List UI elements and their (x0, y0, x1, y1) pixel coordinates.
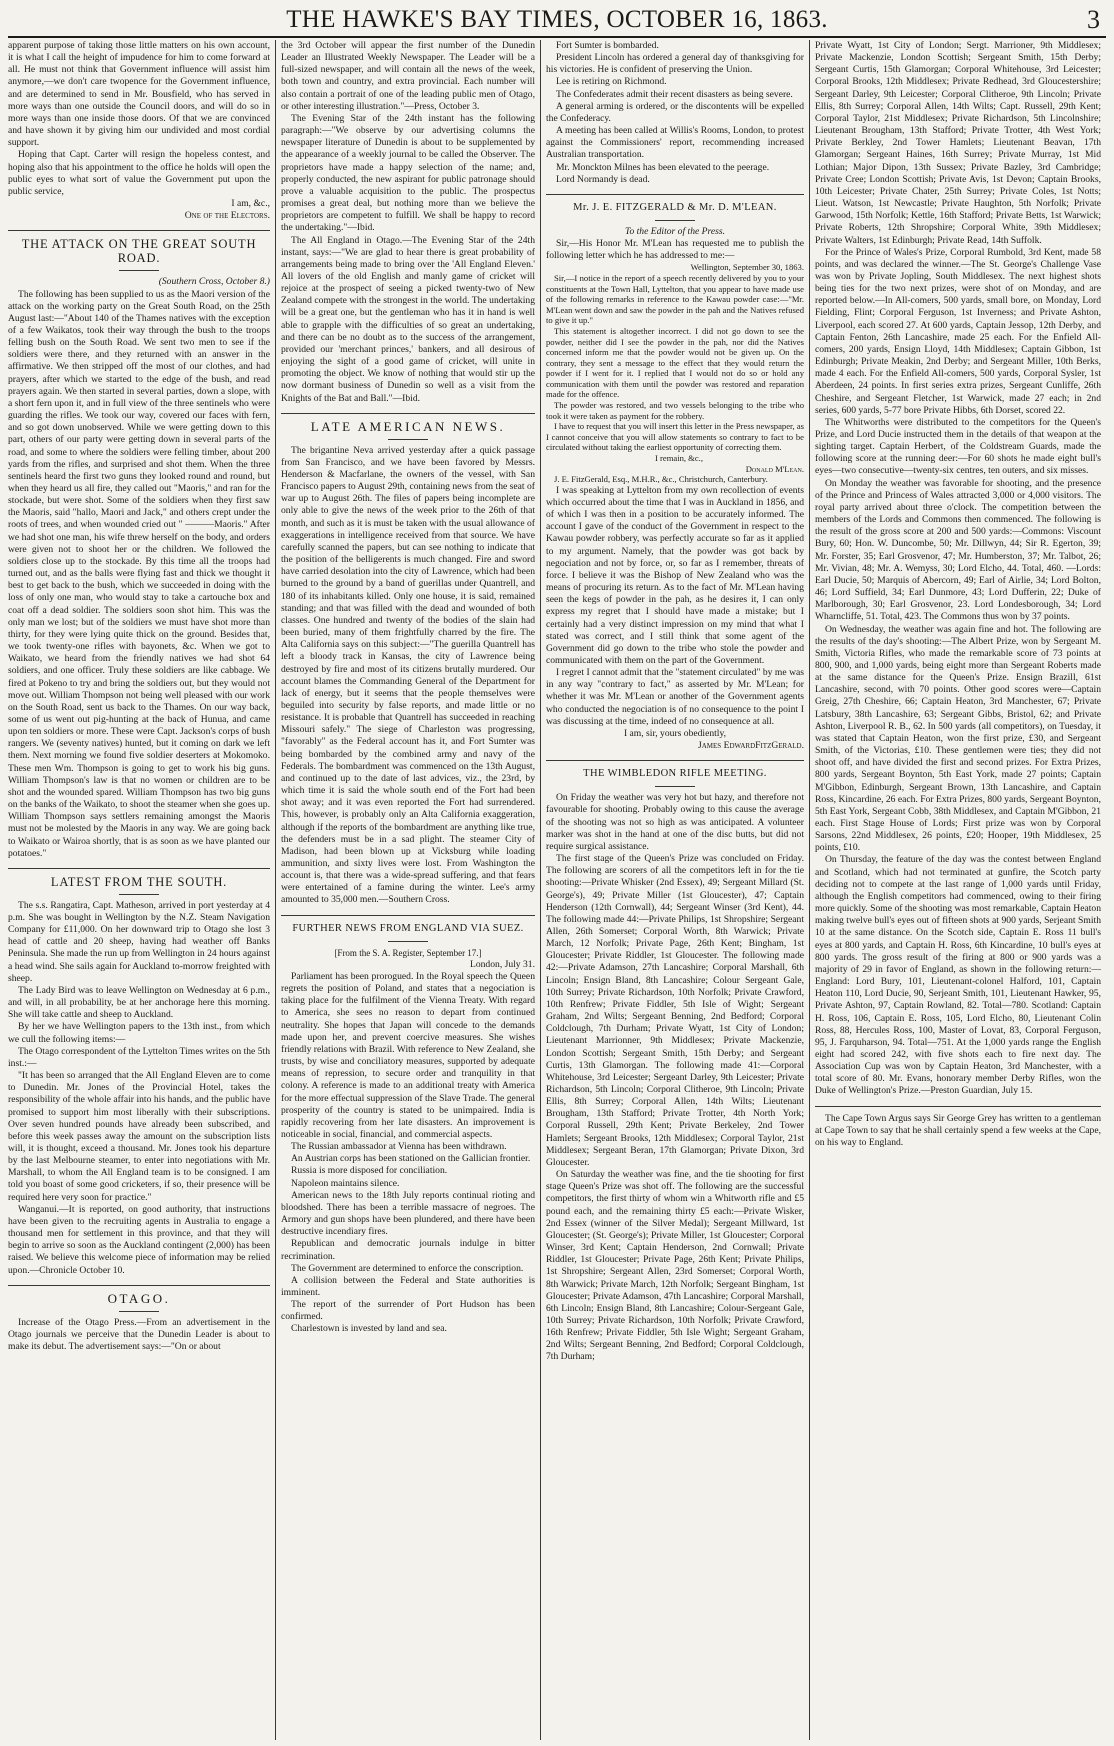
paragraph: Charlestown is invested by land and sea. (291, 1323, 447, 1335)
headline-late-american-news: LATE AMERICAN NEWS. (281, 413, 535, 440)
article-source: [From the S. A. Register, September 17.] (334, 947, 482, 958)
paragraph: The Otago correspondent of the Lyttelton Times writes on the 5th inst.:— (8, 1045, 270, 1069)
column-2 (275, 40, 540, 1740)
letter-address-line: To the Editor of the Press. (624, 225, 726, 237)
paragraph: Sir,—I notice in the report of a speech recently delivered by you to your constituents at the Town Hall, Lyttelton, that you appear to have made use of the following remarks in reference to the Kawau powder case:—"Mr. M'Lean went down and saw the powder in the pah and the Natives refused to give it up." (546, 272, 804, 326)
fitzgerald-reply (546, 485, 804, 752)
paragraph: apparent purpose of taking those little matters on his own account, it is what I call the height of impudence for him to come forward at all. He must not think that Government influence will assist him anymore,—we don't care twopence for the Government influence, and are determined to send in Mr. Bousfield, who has served in more ways than one outside the Council doors, and will do so in more ways than one inside those doors. Of that we are convinced and have shown it by giving him our undivided and most cordial support. (8, 40, 270, 149)
letter-signoff: I am, &c., (231, 198, 270, 210)
paragraph: The report of the surrender of Port Hudson has been confirmed. (281, 1299, 535, 1323)
paragraph: This statement is altogether incorrect. I did not go down to see the powder, neither did I see the powder in the pah, nor did the Natives concerned inform me that the powder would not be given up. On the contrary, they sent a message to the effect that they would return the powder if I went for it. I replied that I would not do so or hold any communication with them until the powder was restored and reparation made for the offence. (546, 325, 804, 400)
article-fitzgerald (546, 226, 804, 262)
paragraph: the 3rd October will appear the first number of the Dunedin Leader an Illustrated Weekly Newspaper. The Leader will be a full-sized newspaper, and will contain all the news of the week, both town and country, and extra provincial. Each number will also contain a portrait of one of the leading public men of Otago, or other interesting illustration."—Press, October 3. (281, 40, 535, 112)
paragraph: Lee is retiring on Richmond. (556, 76, 667, 88)
paragraph: President Lincoln has ordered a general day of thanksgiving for his victories. He is confident of preserving the Union. (546, 52, 804, 76)
page-number: 3 (1087, 5, 1100, 34)
paragraph: Lord Normandy is dead. (556, 173, 650, 185)
paragraph: Mr. Monckton Milnes has been elevated to the peerage. (556, 161, 770, 173)
paragraph: The Government are determined to enforce the conscription. (291, 1262, 524, 1274)
paragraph: An Austrian corps has been stationed on the Gallician frontier. (291, 1153, 531, 1165)
letter-signature: James EdwardFitzGerald. (698, 740, 804, 752)
letter-continuation (8, 40, 270, 222)
paragraph: On Wednesday, the weather was again fine and hot. The following are the results of the day's shooting:—The Albert Prize, won by Sergeant M. Smith, Victoria Rifles, who made the remarkable score of 73 points at 800, 900, and 1,000 yards, being eight more than Sergeant Roberts made at the same distance for the Queen's Prize. Ensign Brazill, 61st Lancashire, second, with 70 points. Other good scores were—Captain Greig, 27th Cheshire, 66; Captain Heaton, 3rd Manchester, 67; Private Latsbury, 38th Lancashire, 63; Sergeant Gibbs, Bristol, 62; and Private Ashton, Liverpool R. B., 62. In 500 yards (all competitors), on Tuesday, it was stated that Captain Heaton, won the first prize, £30, and Sergeant Smith, of the Victorias, £10. These gentlemen were ties; they did not shoot off, and have divided the first and second prizes. For Extra Prizes, 800 yards, Sergeant Boynton, 5th East York, made 27 points; Captain M'Gibbon, Edinburgh, Sergeant Brown, 13th Lancashire, and Captain Ross, Kincardine, 26 each. For Extra Prizes, 800 yards, Sergeant Boynton, 5th East York, Sergeant Cobb, 38th Middlesex, and Captain M'Gibbon, 21 each. First Stage House of Lords; First prize was won by Corporal Sarsons, 22nd Middlesex, 26 points, £20; Hooper, 19th Middlesex, 25 points, £10. (815, 623, 1101, 854)
article-wimbledon-continued (815, 40, 1101, 1098)
paragraph: The Confederates admit their recent disasters as being severe. (556, 88, 793, 100)
masthead-rule (8, 36, 1106, 38)
paragraph: A meeting has been called at Willis's Rooms, London, to protest against the Commissioners' report, recommending increased Australian transportation. (546, 125, 804, 161)
paragraph: By her we have Wellington papers to the 13th inst., from which we cull the following items:— (8, 1021, 270, 1045)
paragraph: On Thursday, the feature of the day was the contest between England and Scotland, which had not terminated at gunfire, the Scotch party deciding not to compete at the last range of 1,000 yards until Friday, although the English competitors had commenced, owing to their firing more quickly. Some of the shooting was most remarkable, Captain Heaton making twelve bull's eyes out of fifteen shots at 900 yards, Serjeant Smith 10 at the same distance. On the Scotch side, Captain E. Ross 11 bull's eyes at 800 yards, and Captain H. Ross, 6th Kincardine, 10 bull's eyes at 800 yards. The gross result of the firing at 800 or 900 yards was a majority of 29 in favor of England, as shown in the following return:—England: Lord Bury, 101, Lieutenant-colonel Halford, 101, Captain Heaton 110, Lord Ducie, 90, Serjeant Smith, 101, Lieutenant Hawker, 95, Private Ashton, 97, Captain Rowland, 82. Total—780. Scotland: Captain H. Ross, 106, Captain E. Ross, 105, Lord Elcho, 80, Lieutenant Colin Ross, 88, Hercules Ross, 100, Master of Lovat, 83, Corporal Ferguson, 95, J. Farquharson, 94. Total—751. At the 1,000 yards range the English eight had scored 242, with five shots each to fire next day. The Association Cup was won by Captain Heaton, 3rd Manchester, with a total score of 80. Mr. Evans, honorary member Derby Rifles, won the Duke of Wellington's Prize.—Preston Guardian, July 15. (815, 854, 1101, 1097)
article-latest-south (8, 900, 270, 1277)
paragraph: The All England in Otago.—The Evening Star of the 24th instant, says:—"We are glad to hear there is great probability of arrangements being made to bring over the 'All England Eleven.' All lovers of the old English and manly game of cricket will rejoice at the prospect of seeing a picked twenty-two of New Zealand compete with the strongest in the world. The undertaking will be a great one, but the gentleman who has it in hand is well able to grapple with the difficulties of so great an undertaking, and there can be no doubt as to the success of the arrangement, provided our 'merchant princes,' bankers, and all desirous of enjoying the sight of a good game of cricket, will unite in promoting the object. We know of nothing that would stir up the now dormant business of Dunedin so well as a visit from the Knights of the Bat and Ball."—Ibid. (281, 234, 535, 404)
article-american-news (281, 445, 535, 907)
article-otago (8, 1317, 270, 1353)
paragraph: On Saturday the weather was fine, and the tie shooting for first stage Queen's Prize was shot off. The following are the successful competitors, the first thirty of whom win a Whitworth rifle and £5 pound each, and the remaining thirty £5 each:—Private Wisker, 2nd Essex (winner of the Silver Medal); Sergeant Millward, 1st Gloucester; (St. George's); Private Miller, 1st Gloucester; Corporal Winser, 3rd Kent; Captain Henderson, 2nd Cornwall; Private Riddler, 1st Gloucester; Private Page, 26th Kent; Private Philips, 1st Shropshire; Sergeant Allen, 23rd Somerset; Corporal Worth, 8th Warwick; Private March, 12th Norfolk; Sergeant Bingham, 1st Gloucester; Private Adamson, 47th Lancashire; Corporal Marshall, 6th Lincoln; Ensign Bland, 8th Lancashire; Colour-Sergeant Gale, 10th Surrey; Private Richardson, 10th Norfolk; Private Crawford, 16th Renfrew; Private Fiddler, 5th Isle Wight; Sergeant Graham, 2nd Wilts; Sergeant Benning, 2nd Bedford; Corporal Coldclough, 7th Durham; (546, 1169, 804, 1363)
paragraph: The Lady Bird was to leave Wellington on Wednesday at 6 p.m., and will, in all probability, be at her anchorage here this morning. She will take cattle and sheep to Auckland. (8, 984, 270, 1021)
article-attack (8, 276, 270, 860)
headline-fitzgerald-mclean: Mr. J. E. FITZGERALD & Mr. D. M'LEAN. (546, 194, 804, 221)
newspaper-title: THE HAWKE'S BAY TIMES, OCTOBER 16, 1863. (286, 6, 828, 33)
headline-latest-from-south: LATEST FROM THE SOUTH. (8, 868, 270, 895)
paragraph: The powder was restored, and two vessels belonging to the tribe who took it were taken as payment for the robbery. (546, 400, 804, 421)
paragraph: Napoleon maintains silence. (291, 1177, 400, 1189)
paragraph: The Whitworths were distributed to the competitors for the Queen's Prize, and Lord Ducie instructed them in the details of that weapon at the sighting target. Captain Herbert, of the Coldstream Guards, made the following score at the running deer:—For 60 shots he made eight bull's eyes—two consecutive—twenty-six centres, ten outers, and six misses. (815, 416, 1101, 477)
headline-news-via-suez: FURTHER NEWS FROM ENGLAND VIA SUEZ. (281, 915, 535, 942)
article-wimbledon (546, 792, 804, 1363)
article-source: (Southern Cross, October 8.) (158, 276, 270, 288)
paragraph: Fort Sumter is bombarded. (556, 40, 659, 51)
article-cape-town (815, 1106, 1101, 1149)
paragraph: Wanganui.—It is reported, on good authority, that instructions have been given to the recruiting agents in Australia to engage a thousand men for settlement in this province, and that they will begin to arrive so soon as the Auckland contingent (2,000) has been raised. We believe this welcome piece of information may be relied upon.—Chronicle October 10. (8, 1203, 270, 1276)
paragraph: On Monday the weather was favorable for shooting, and the presence of the Prince and Princess of Wales attracted 3,000 or 4,000 visitors. The royal party arrived about three o'clock. The competition between the members of the Lords and Commons then commenced. The following is the result of the gross score at 200 and 500 yards:—Commons: Viscount Bury, 60; Hon. W. Duncombe, 50; Mr. Dillwyn, 44; Sir R. Egerton, 39; Mr. Forster, 35; Earl Grosvenor, 47; Mr. Humberston, 37; Mr. Talbot, 26; Mr. Vivian, 48; Mr. A. Wemyss, 30; Lord Elcho, 44. Total, 460. —Lords: Earl Ducie, 50; Marquis of Abercorn, 49; Earl of Airlie, 34; Lord Bolton, 46; Lord Suffield, 34; Earl Dunmore, 43; Lord Dufferin, 22; Duke of Marlborough, 30; Earl Grosvenor, 23. Lord Londesborough, 34; Lord Wharncliffe, 51. Total, 423. The Commons thus won by 37 points. (815, 477, 1101, 623)
paragraph: Sir,—His Honor Mr. M'Lean has requested me to publish the following letter which he has addressed to me:— (546, 238, 804, 262)
letter-signature: One of the Electors. (184, 210, 270, 222)
letter-signoff: I am, sir, yours obediently, (623, 727, 727, 739)
paragraph: American news to the 18th July reports continual rioting and bloodshed. There has been a terrible massacre of negroes. The Armory and gun shops have been plundered, and there have been destructive incendiary fires. (281, 1189, 535, 1238)
paragraph: Private Wyatt, 1st City of London; Sergt. Marrioner, 9th Middlesex; Private Mackenzie, London Scottish; Sergeant Smith, 15th Derby; Sergeant Curtis, 15th Glamorgan; Corporal Whitehouse, 3rd Leicester; Corporal Brooks, 12th Middlesex; Private Redhead, 3rd Gloucestershire; Sergeant Darley, 9th Leicester; Corporal Clitheroe, 9th Lincoln; Private Ellis, 8th Surrey; Corporal Allen, 14th Wilts; Capt. Russell, 29th Kent; Corporal Taylor, 21st Middlesex; Private Richardson, 5th Lincolnshire; Lieutenant Brougham, 13th Stafford; Private Trotter, 4th West York; Private Berkley, 2nd Tower Hamlets; Lieutenant Beavan, 17th Glamorgan; Sergeant Haines, 16th Surrey; Private Murray, 1st Mid Lothian; Major Dipon, 13th Sussex; Private Bazley, 3rd Cambridge; Private Cree; London Scottish; Private Avis, 1st Devon; Captain Brooks, 10th Leicester; Private Chater, 25th Surrey; Private Coles, 1st Notts; Lieut. Watson, 1st Newcastle; Private Haughton, 5th Norfolk; Private Garwood, 15th Norfolk; Kettle, 16th Stafford; Private Betts, 1st Warwick; Private Roberts, 12th Shropshire; Corporal White, 39th Middlesex; Private Walters, 1st Edinburgh; Private Read, 14th Suffolk. (815, 40, 1101, 246)
paragraph: For the Prince of Wales's Prize, Corporal Rumbold, 3rd Kent, made 58 points, and was declared the winner.—The St. George's Challenge Vase was won by Private Jopling, South Middlesex. The next highest shots being ties for the two next prizes, were shot of on Monday, and are reported below.—In All-comers, 500 yards, small bore, on Monday, Lord Fielding, Flint; Corporal Ferguson, 1st Inverness; and Private Ashton, Liverpool, each scored 27. At 600 yards, Captain Jessop, 12th Derby, and Captain Fenton, 26th Lancashire, made 25 each. For the Enfield All-comers, 200 yards, Ensign Lloyd, 14th Middlesex; Captain Gibbon, 1st Edinburgh; Private Meakin, 2nd Derby; and Sergeant Miller, 10th Berks, made 4 each. For the Enfield All-comers, 500 yards, Corporal Sysler, 1st Aberdeen, 24 points. In first series extra prizes, Sergeant Cunliffe, 26th Cheshire, and Sergeant Fletcher, 1st Warwick, made 27 each; in 2nd series, 600 yards, 5-77 bore Private Hibbs, 6th Dorset, scored 22. (815, 246, 1101, 416)
paragraph: The Russian ambassador at Vienna has been withdrawn. (291, 1141, 507, 1153)
paragraph: I was speaking at Lyttelton from my own recollection of events which occurred about the time that I was in Auckland in 1856, and of which I was then in a position to be accurately informed. The account I gave of the conduct of the Government in respect to the Kawau powder robbery, was perfectly accurate so far as it applied to my argument. Namely, that the powder was got back by negociation and not by force, or, so far as I remember, threats of force. I believe it was the Bishop of New Zealand who was the means of procuring its return. As to the fact of Mr. M'Lean having seen the kegs of powder in the pah, as he desires it, I can only express my regret that I should have made a mistake; but I certainly had a very distinct impression on my mind that what I stated was correct, and I still think that some agent of the Government did go down to the tribe who stole the powder and communicated with them on the part of the Government. (546, 484, 804, 666)
paragraph: I have to request that you will insert this letter in the Press newspaper, as I cannot conceive that you will allow statements so contrary to fact to be circulated without taking the earliest opportunity of correcting them. (546, 421, 805, 453)
dateline: London, July 31. (469, 958, 535, 970)
article-otago-continued (281, 40, 535, 405)
mclean-letter (546, 262, 804, 484)
article-suez-continued (546, 40, 804, 186)
paragraph: Hoping that Capt. Carter will resign the hopeless contest, and hoping also that his appointment to the office he holds will open the public eyes to what sort of value the Government put upon the public service, (8, 149, 270, 197)
headline-attack-great-south-road: THE ATTACK ON THE GREAT SOUTH ROAD. (8, 230, 270, 271)
paragraph: A general arming is ordered, or the discontents will be expelled the Confederacy. (546, 100, 804, 124)
paragraph: A collision between the Federal and State authorities is imminent. (281, 1274, 535, 1298)
paragraph: The brigantine Neva arrived yesterday after a quick passage from San Francisco, and we have been favored by Messrs. Henderson & Macfarlane, the owners of the vessel, with San Francisco papers to August 29th, containing news from the seat of war up to August 26th. The files of papers being incomplete are only able to give the news of the week prior to the 26th of that month, and such as it is must be taken with the usual allowance of exaggerations in intelligence received from that source. We have carefully scanned the papers, but can see nothing to indicate that the position of the belligerents is much changed. Fire and sword have carried desolation into the city of Lawrence, which had been burned to the ground by a band of guerillas under Quantrell, and 180 of its inhabitants killed. Only one house, it is said, remained standing; and that was filled with the dead and wounded of both classes. One hundred and twenty of the bodies of the slain had been buried, many of them frightfully charred by the fire. The Alta California says on this subject:—"The guerilla Quantrell has left a bloody track in Kansas, the city of Lawrence being destroyed by fire and most of its citizens brutally murdered. Our account blames the Commanding General of the Department for lack of energy, but it seems that the people themselves were beguiled into security by false reports, and made little or no resistance. It is probable that Quantrell has succeeded in reaching Missouri safely." The siege of Charleston was progressing, "favorably" as the Federal account has it, and Fort Sumter was being bombarded by the combined army and navy of the Federals. The bombardment was commenced on the 13th August, and continued up to the date of last advices, viz., the 23rd, by which time it is said the whole south end of the Fort had been shot away; and it was even reported the Fort had surrendered. This, however, is probably only an Alta California exaggeration, although if the reports of the bombardment are anything like true, the defenders must be in a sad plight. The steamer City of Madison, had been blown up at Vicksburg while loading ammunition, and sixty lives were lost. From Washington the account is, that there was a wide-spread suffering, and that fears were entertained of a famine during the winter. Lee's army amounted to 35,000 men.—Southern Cross. (281, 444, 535, 906)
paragraph: The s.s. Rangatira, Capt. Matheson, arrived in port yesterday at 4 p.m. She was bought in Wellington by the N.Z. Steam Navigation Company for £11,000. On her downward trip to Otago she lost 3 head of cattle and 20 sheep, having had weather off Banks Peninsula. She made the run up from Wellington in 24 hours against a head wind. She sails again for Auckland to-morrow freighted with sheep. (8, 899, 270, 984)
paragraph: I regret I cannot admit that the "statement circulated" by me was in any way "contrary to fact," as asserted by Mr. M'Lean; for whether it was Mr. M'Lean or another of the Government agents who conducted the negociation is of no consequence to the point I was discussing at the time, indeed of no consequence at all. (546, 667, 804, 727)
letter-addressee: J. E. FitzGerald, Esq., M.H.R., &c., Christchurch, Canterbury. (554, 474, 768, 485)
paragraph: The Cape Town Argus says Sir George Grey has written to a gentleman at Cape Town to say that he shall certainly spend a few weeks at the Cape, on his way to England. (815, 1112, 1101, 1148)
paragraph: On Friday the weather was very hot but hazy, and therefore not favourable for shooting. Probably owing to this cause the average of the shooting was not so high as was anticipated. A volunteer marker was shot in the hand at one of the disc butts, but did not require surgical assistance. (546, 792, 804, 852)
paragraph: The following has been supplied to us as the Maori version of the attack on the working party on the Great South Road, on the 25th August last:—"About 140 of the Thames natives with the exception of a few Waikatos, took their way through the bush to the troops felling bush on the South Road. We sent two men to see if the soldiers were there, and they returned with an answer in the affirmative. We then stripped off the most of our clothes, and had prayers, after which we started to the edge of the bush, and read prayers again. We then started in several parties, down a slope, with a short fern upon it, and in full view of the three sentinels who were guarding the rifles. We took our way, covered our faces with fern, and so got down unobserved. While we were getting down to this part, others of our party were getting down in several parts of the road, and some to where the soldiers were felling timber, about 200 yards from the rifles, and surprised and shot them. When the three sentinels heard the first two guns they looked round and round, but when they heard us all fire, they called out "Maoris," and ran for the stockade, but were shot. Some of the soldiers when they first saw the Maoris, said "hallo, Maori and Jack," and others crept under the roots of trees, and when wounded cried out " ———Maoris." After we had shot one man, his wife threw herself on the body, and orders were given not to shoot her or the children. We followed the soldiers close up to the stockade. By this time all the troops had turned out, and as the balls were flying fast and thick we thought it best to get back to the bush, which we succeeded in doing with the loss of only one man, who would stay to take a cartouche box and coat off a dead soldier. The soldiers soon shot him. This was the only man we lost; but of the soldiers we must have shot more than thirty, for they were lying quite thick on the ground. Besides that, we took twenty-one rifles with bayonets, &c. When we got to Waikato, we heard from the friendly natives we had shot 64 soldiers, and one officer. Truly these soldiers are like cabbage. We fired at Pokeno to try and bring the soldiers out, but they would not move out. William Thompson not being well pleased with our work on the South Road, sent us back to the Thames. On our way back, some of us went out pig-hunting at the back of Hunua, and came upon ten soldiers or more. These were Capt. Jackson's corps of bush rangers. We (seventy natives) hunted, but it coming on dark we left them. Next morning we found five soldier deserters at Mokomoko. These men Wm. Thompson is going to get to work his big guns. William Thompson's law is that no women or children are to be shot and the wounded spared. William Thompson has two big guns on the banks of the Waikato, to shoot the steamer when she goes up. William Thompson says settlers remaining amongst the Maoris must not be molested by the Maoris in any way. We are going back to Waikato or Wairoa shortly, that is as soon as we have planted our potatoes." (8, 288, 270, 859)
columns (8, 40, 1106, 1740)
letter-signoff: I remain, &c., (655, 453, 703, 464)
paragraph: Russia is more disposed for conciliation. (291, 1165, 448, 1177)
paragraph: Increase of the Otago Press.—From an advertisement in the Otago journals we perceive that the Dunedin Leader is about to make its debut. The advertisement says:—"On or about (8, 1316, 270, 1352)
paragraph: Republican and democratic journals indulge in bitter recrimination. (281, 1238, 535, 1262)
paragraph: The Evening Star of the 24th instant has the following paragraph:—"We observe by our advertising columns the newspaper literature of Dunedin is about to be supplemented by the appearance of a weekly journal to be called the Observer. The proprietors have made a happy selection of the name; and, properly conducted, the new aspirant for public patronage should prove a valuable acquisition to the public. The prospectus promises a great deal, but nothing more than we believe the proprietors are competent to fulfill. We shall be happy to record the undertaking."—Ibid. (281, 112, 535, 234)
column-3 (540, 40, 809, 1740)
column-1 (8, 40, 275, 1740)
headline-wimbledon-rifle-meeting: THE WIMBLEDON RIFLE MEETING. (546, 760, 804, 787)
headline-otago: OTAGO. (8, 1285, 270, 1312)
masthead (8, 6, 1106, 34)
letter-signature: Donald M'Lean. (745, 463, 804, 474)
article-suez (281, 947, 535, 1336)
paragraph: "It has been so arranged that the All England Eleven are to come to Dunedin. Mr. Jones of the Provincial Hotel, takes the responsibility of the whole affair into his hands, and the public have promised to support him most liberally with their subscriptions. Over seven hundred pounds have already been subscribed, and before this week passes away the amount on the subscription lists will, it is thought, exceed a thousand. Mr. Jones took his departure by the last Melbourne steamer, to enter into negotiations with Mr. Marshall, to whom the All England team is to be consigned. I am told you boast of some good cricketers, if so, their presence will be required here very soon for practice." (8, 1070, 270, 1203)
column-4 (809, 40, 1106, 1740)
paragraph: Parliament has been prorogued. In the Royal speech the Queen regrets the position of Poland, and states that a negociation is taking place for the fulfilment of the Vienna Treaty. With regard to America, she sees no reason to depart from continued neutrality. She hopes that Japan will concede to the demands made upon her, and prevent coercive measures. She wishes friendly relations with Brazil. With reference to New Zealand, she trusts, by wise and conciliatory measures, supported by adequate means of repression, to secure order and tranquility in that colony. A reference is made to an additional treaty with America for the more effectual suppression of the Slave Trade. The general prosperity of the country is stated to be unimpaired. India is rapidly recovering from her late disasters. An improvement is noticeable in social, financial, and commercial aspects. (281, 970, 535, 1140)
paragraph: The first stage of the Queen's Prize was concluded on Friday. The following are scorers of all the competitors left in for the tie shooting:—Private Whisker (2nd Essex), 49; Sergeant Millard (St. George's), 49; Private Miller (1st Gloucester), 47; Captain Henderson (12th Cornwall), 44; Sergeant Winser (3rd Kent), 44. The following made 44:—Private Philips, 1st Shropshire; Sergeant Allen, 26th Somerset; Corporal Worth, 8th Warwick; Private March, 12 Norfolk; Private Page, 26th Kent; Bingham, 1st Gloucester; Private Riddler, 1st Gloucester. The following made 42:—Private Adamson, 27th Lancashire; Corporal Marshall, 6th Lincoln; Ensign Bland, 8th Lancashire; Colour Sergeant Gale, 10th Surrey; Private Richardson, 10th Norfolk; Private Crawford, 10th Renfrew; Private Fiddler, 5th Isle of Wight; Sergeant Graham, 2nd Wilts; Sergeant Benning, 2nd Bedford; Corporal Coldclough, 7th Durham; Private Wyatt, 1st City of London; Lieutenant Marrionner, 9th Middlesex; Private Mackenzie, London Scottish; Sergeant Smith, 15th Derby; and Sergeant Curtis, 13th Glamorgan. The following made 41:—Corporal Whitehouse, 3rd Leicester; Sergeant Darley, 9th Leicester; Private Richardson, 5th Lincoln; Corporal Clitheroe, 9th Lincoln; Private Ellis, 8th Surrey; Corporal Allen, 14th Wilts; Lieutenant Brougham, 13th Stafford; Private Trotter, 4th North York; Corporal Russell, 29th Kent; Private Berkeley, 2nd Tower Hamlets; Sergeant Brooks, 12th Middlesex; Corporal Taylor, 21st Middlesex; Sergeant Beran, 17th Glamorgan; Private Dixon, 3rd Gloucester. (546, 853, 804, 1168)
dateline: Wellington, September 30, 1863. (690, 262, 804, 273)
